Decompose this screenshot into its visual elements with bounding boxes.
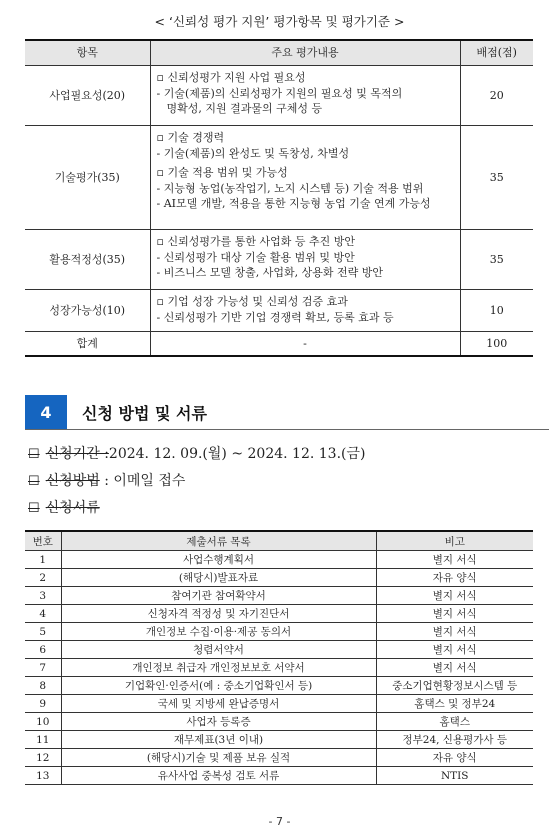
doc-name: 유사사업 중복성 검토 서류	[61, 767, 376, 785]
row-content	[150, 66, 460, 126]
total-content: -	[150, 332, 460, 356]
doc-remark: 별지 서식	[376, 623, 533, 641]
content-line: - 기술(제품)의 완성도 및 독창성, 차별성	[156, 146, 350, 160]
doc-remark: 별지 서식	[376, 659, 533, 677]
row-content	[150, 126, 460, 230]
doc-remark: 홈택스	[376, 713, 533, 731]
doc-remark: 별지 서식	[376, 605, 533, 623]
method-label: 신청방법	[45, 473, 100, 489]
doc-name: 청렴서약서	[61, 641, 376, 659]
total-label: 합계	[25, 332, 150, 356]
doc-number: 2	[25, 569, 61, 587]
doc-number: 3	[25, 587, 61, 605]
period-label-group	[28, 446, 109, 462]
row-score: 35	[460, 126, 533, 230]
doc-name: (해당시)발표자료	[61, 569, 376, 587]
table-caption: < ‘신뢰성 평가 지원’ 평가항목 및 평가기준 >	[154, 14, 405, 29]
doc-number: 6	[25, 641, 61, 659]
content-line: ▫ 기술 경쟁력	[156, 131, 225, 144]
content-line: 명확성, 지원 결과물의 구체성 등	[166, 102, 323, 115]
content-line: ▫ 신뢰성평가를 통한 사업화 등 추진 방안	[156, 235, 355, 248]
table-row	[25, 66, 533, 126]
method-label-group	[28, 473, 100, 489]
doc-name: 국세 및 지방세 완납증명서	[61, 695, 376, 713]
header-number: 번호	[25, 531, 61, 551]
row-item: 기술평가(35)	[25, 126, 150, 230]
content-line: ▫ 기술 적용 범위 및 가능성	[156, 166, 288, 179]
table-row	[25, 587, 533, 605]
table-row	[25, 230, 533, 290]
doc-remark: NTIS	[376, 767, 533, 785]
table-row	[25, 713, 533, 731]
doc-name: 사업수행계획서	[61, 551, 376, 569]
table-row	[25, 749, 533, 767]
total-row	[25, 332, 533, 356]
doc-number: 7	[25, 659, 61, 677]
evaluation-criteria-table	[25, 39, 533, 357]
doc-number: 11	[25, 731, 61, 749]
period-value: 2024. 12. 09.(월) ~ 2024. 12. 13.(금)	[108, 446, 366, 462]
header-content: 주요 평가내용	[150, 40, 460, 66]
doc-number: 8	[25, 677, 61, 695]
table-row	[25, 677, 533, 695]
content-line: ▫ 신뢰성평가 지원 사업 필요성	[156, 71, 306, 84]
table-row	[25, 290, 533, 332]
checkbox-icon: ☐	[28, 447, 40, 462]
doc-remark: 자유 양식	[376, 749, 533, 767]
section-heading	[25, 395, 549, 430]
doc-remark: 홈택스 및 정부24	[376, 695, 533, 713]
docs-header-row	[25, 531, 533, 551]
doc-number: 4	[25, 605, 61, 623]
row-content	[150, 230, 460, 290]
table-row	[25, 623, 533, 641]
row-item: 성장가능성(10)	[25, 290, 150, 332]
row-score: 20	[460, 66, 533, 126]
content-line: - 비즈니스 모델 창출, 사업화, 상용화 전략 방안	[156, 266, 383, 279]
doc-remark: 중소기업현황정보시스템 등	[376, 677, 533, 695]
period-label: 신청기간 :	[45, 446, 109, 462]
table-header-row	[25, 40, 533, 66]
row-item: 활용적정성(35)	[25, 230, 150, 290]
table-row	[25, 731, 533, 749]
row-score: 10	[460, 290, 533, 332]
section-title: 신청 방법 및 서류	[82, 404, 207, 423]
header-item: 항목	[25, 40, 150, 66]
doc-name: (해당시)기술 및 제품 보유 실적	[61, 749, 376, 767]
content-line: - 기술(제품)의 신뢰성평가 지원의 필요성 및 목적의	[156, 86, 403, 100]
table-row	[25, 641, 533, 659]
content-line: ▫ 기업 성장 가능성 및 신뢰성 검증 효과	[156, 295, 348, 308]
table-row	[25, 767, 533, 785]
table-row	[25, 126, 533, 230]
table-row	[25, 659, 533, 677]
content-line: - 신뢰성평가 대상 기술 활용 범위 및 방안	[156, 250, 355, 264]
doc-name: 참여기관 참여확약서	[61, 587, 376, 605]
doc-name: 재무제표(3년 이내)	[61, 731, 376, 749]
doc-remark: 별지 서식	[376, 551, 533, 569]
doc-number: 10	[25, 713, 61, 731]
row-content	[150, 290, 460, 332]
application-documents	[28, 497, 100, 517]
table-row	[25, 605, 533, 623]
checkbox-icon: ☐	[28, 474, 40, 489]
docs-label: 신청서류	[45, 500, 100, 516]
content-line: - 신뢰성평가 기반 기업 경쟁력 확보, 등록 효과 등	[156, 310, 394, 324]
total-score: 100	[460, 332, 533, 356]
doc-number: 1	[25, 551, 61, 569]
doc-number: 5	[25, 623, 61, 641]
section-number: 4	[25, 395, 67, 429]
row-item: 사업필요성(20)	[25, 66, 150, 126]
row-score: 35	[460, 230, 533, 290]
application-period	[28, 443, 365, 463]
doc-name: 신청자격 적정성 및 자기진단서	[61, 605, 376, 623]
table-row	[25, 569, 533, 587]
doc-remark: 별지 서식	[376, 587, 533, 605]
table-row	[25, 551, 533, 569]
header-score: 배점(점)	[460, 40, 533, 66]
checkbox-icon: ☐	[28, 501, 40, 516]
doc-number: 9	[25, 695, 61, 713]
doc-remark: 자유 양식	[376, 569, 533, 587]
header-document: 제출서류 목록	[61, 531, 376, 551]
table-row	[25, 695, 533, 713]
application-method	[28, 470, 185, 490]
documents-table	[25, 530, 533, 785]
method-value: : 이메일 접수	[104, 473, 186, 489]
doc-remark: 정부24, 신용평가사 등	[376, 731, 533, 749]
content-line: - AI모델 개발, 적용을 통한 지능형 농업 기술 연계 가능성	[156, 197, 431, 210]
header-remarks: 비고	[376, 531, 533, 551]
content-line: - 지능형 농업(농작업기, 노지 시스템 등) 기술 적용 범위	[156, 181, 424, 195]
doc-name: 개인정보 수집·이용·제공 동의서	[61, 623, 376, 641]
doc-number: 13	[25, 767, 61, 785]
doc-remark: 별지 서식	[376, 641, 533, 659]
docs-body	[25, 551, 533, 785]
doc-number: 12	[25, 749, 61, 767]
docs-label-group	[28, 500, 100, 516]
doc-name: 기업확인·인증서(예 : 중소기업확인서 등)	[61, 677, 376, 695]
doc-name: 사업자 등록증	[61, 713, 376, 731]
doc-name: 개인정보 취급자 개인정보보호 서약서	[61, 659, 376, 677]
page-number: - 7 -	[268, 815, 291, 828]
